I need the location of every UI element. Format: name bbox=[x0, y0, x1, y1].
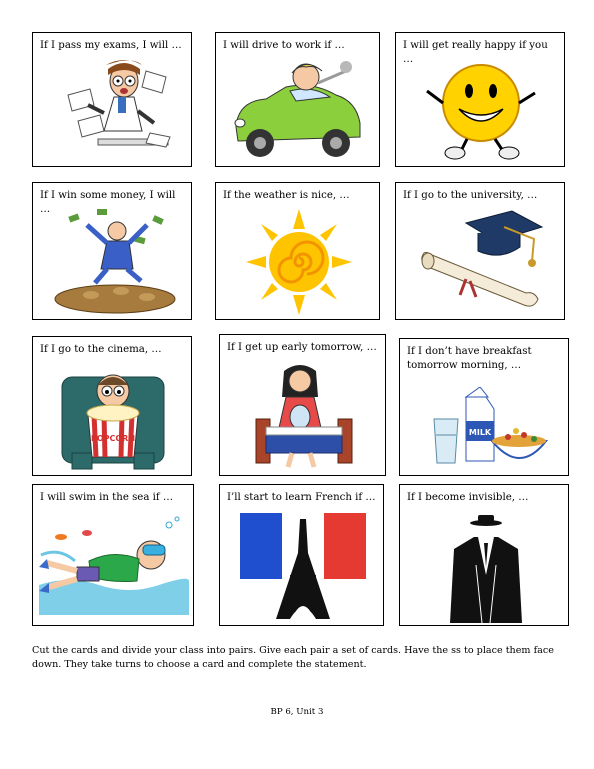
invisible-man-icon bbox=[448, 515, 524, 623]
card-prompt: I will swim in the sea if … bbox=[40, 492, 174, 503]
instructions-text: Cut the cards and divide your class into pairs. Give each pair a set of cards. Have the ss to place them face down. They take turns to choose a card and complete the statement. bbox=[32, 645, 554, 670]
card-4 bbox=[32, 182, 192, 320]
swimming-boy-icon bbox=[39, 515, 189, 615]
graduation-cap-diploma-icon bbox=[416, 209, 546, 317]
card-prompt: If I don’t have breakfast tomorrow morning, … bbox=[407, 346, 532, 371]
girl-on-bed-icon bbox=[254, 361, 354, 473]
card-6 bbox=[395, 182, 565, 320]
page-footer: BP 6, Unit 3 bbox=[270, 707, 324, 717]
card-prompt: If I pass my exams, I will … bbox=[40, 40, 182, 51]
milk-label: MILK bbox=[468, 428, 492, 437]
card-prompt: If I go to the university, … bbox=[403, 190, 538, 201]
card-9 bbox=[399, 338, 569, 476]
card-prompt: If I become invisible, … bbox=[407, 492, 529, 503]
card-prompt: I’ll start to learn French if … bbox=[227, 492, 376, 503]
card-3 bbox=[395, 32, 565, 167]
french-flag-eiffel-icon bbox=[238, 511, 370, 621]
card-12 bbox=[399, 484, 569, 626]
card-7 bbox=[32, 336, 192, 476]
breakfast-cereal-milk-icon bbox=[428, 387, 548, 473]
stressed-student-icon bbox=[58, 53, 178, 163]
card-2 bbox=[215, 32, 380, 167]
card-11 bbox=[219, 484, 384, 626]
card-prompt: If the weather is nice, … bbox=[223, 190, 350, 201]
card-prompt: If I win some money, I will … bbox=[40, 190, 176, 215]
popcorn-label: POPCORN bbox=[90, 434, 136, 443]
sun-icon bbox=[244, 207, 354, 317]
card-prompt: If I get up early tomorrow, … bbox=[227, 342, 377, 353]
card-10 bbox=[32, 484, 194, 626]
card-prompt: I will get really happy if you … bbox=[403, 40, 548, 65]
card-prompt: I will drive to work if … bbox=[223, 40, 345, 51]
smiley-character-icon bbox=[421, 53, 541, 163]
car-driver-icon bbox=[226, 57, 371, 165]
card-prompt: If I go to the cinema, … bbox=[40, 344, 162, 355]
card-5 bbox=[215, 182, 380, 320]
popcorn-viewer-icon bbox=[58, 361, 168, 473]
card-8 bbox=[219, 334, 386, 476]
money-winner-icon bbox=[51, 207, 181, 317]
card-1 bbox=[32, 32, 192, 167]
